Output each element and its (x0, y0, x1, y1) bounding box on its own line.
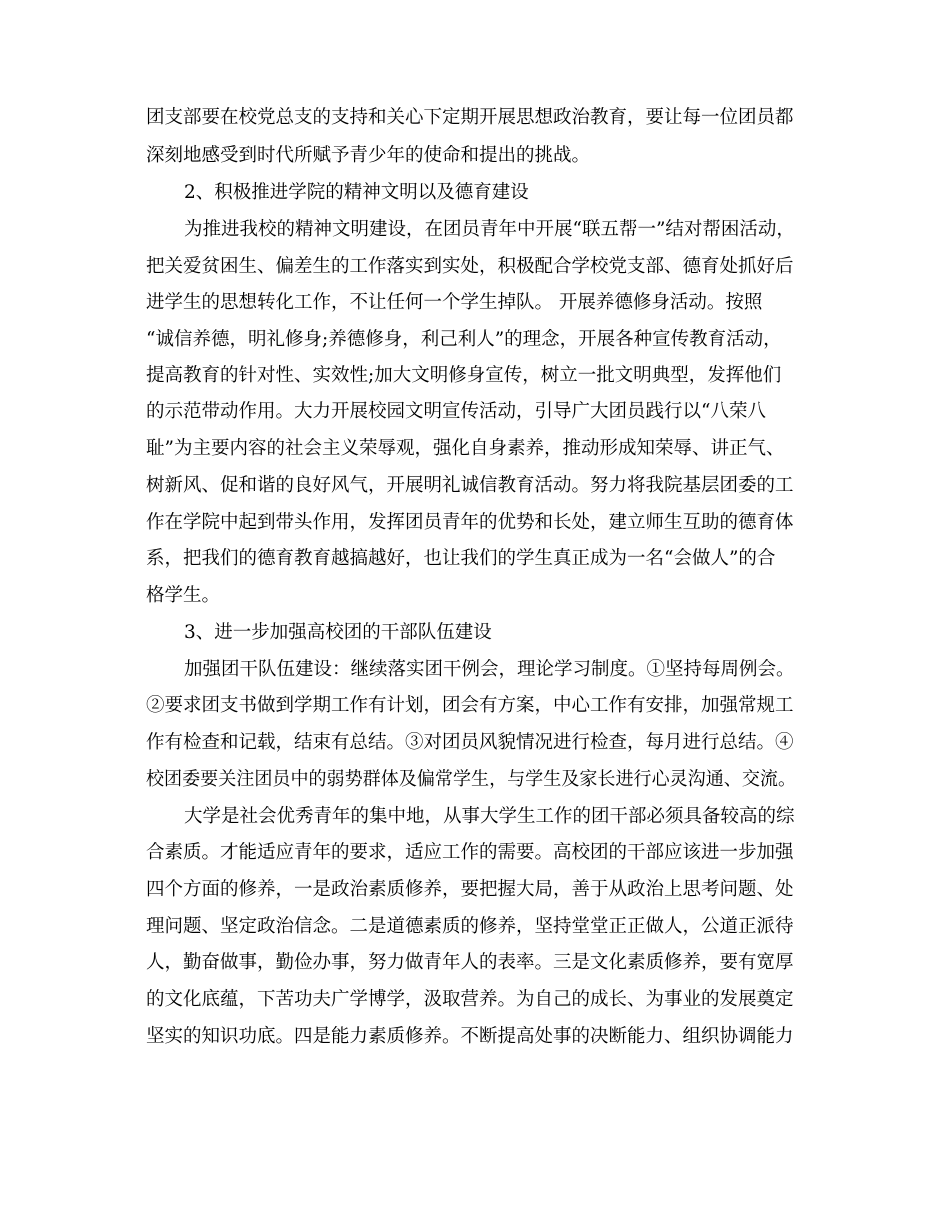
text-line: 坚实的知识功底。四是能力素质修养。不断提高处事的决断能力、组织协调能力 (146, 1026, 794, 1047)
text-line: 树新风、促和谐的良好风气，开展明礼诚信教育活动。努力将我院基层团委的工 (146, 475, 794, 496)
section-heading: 2、积极推进学院的精神文明以及德育建设 (184, 182, 529, 203)
section-heading: 3、进一步加强高校团的干部队伍建设 (184, 622, 492, 643)
text-line: 格学生。 (146, 585, 221, 606)
text-line: 大学是社会优秀青年的集中地，从事大学生工作的团干部必须具备较高的综 (184, 806, 795, 827)
text-line: 的文化底蕴，下苦功夫广学博学，汲取营养。为自己的成长、为事业的发展奠定 (146, 989, 794, 1010)
text-line: 的示范带动作用。大力开展校园文明宣传活动，引导广大团员践行以“八荣八 (146, 401, 766, 422)
text-line: 加强团干队伍建设：继续落实团干例会，理论学习制度。①坚持每周例会。 (184, 659, 795, 680)
text-line: 系，把我们的德育教育越搞越好，也让我们的学生真正成为一名“会做人”的合 (146, 548, 776, 569)
text-line: 深刻地感受到时代所赋予青少年的使命和提出的挑战。 (146, 145, 591, 166)
text-line: 作有检查和记载，结束有总结。③对团员风貌情况进行检查，每月进行总结。④ (146, 732, 794, 753)
text-line: 团支部要在校党总支的支持和关心下定期开展思想政治教育，要让每一位团员都 (146, 107, 794, 128)
text-line: 为推进我校的精神文明建设，在团员青年中开展“联五帮一”结对帮困活动， (184, 219, 795, 240)
text-line: 合素质。才能适应青年的要求，适应工作的需要。高校团的干部应该进一步加强 (146, 842, 794, 863)
text-line: ②要求团支书做到学期工作有计划，团会有方案，中心工作有安排，加强常规工 (146, 695, 794, 716)
text-line: 校团委要关注团员中的弱势群体及偏常学生，与学生及家长进行心灵沟通、交流。 (146, 769, 797, 790)
text-line: “诚信养德，明礼修身;养德修身，利己利人”的理念，开展各种宣传教育活动， (146, 329, 782, 350)
text-line: 提高教育的针对性、实效性;加大文明修身宣传，树立一批文明典型，发挥他们 (146, 365, 782, 386)
text-line: 人，勤奋做事，勤俭办事，努力做青年人的表率。三是文化素质修养，要有宽厚 (146, 952, 794, 973)
text-line: 进学生的思想转化工作，不让任何一个学生掉队。 开展养德修身活动。按照 (146, 292, 763, 313)
text-line: 理问题、坚定政治信念。二是道德素质的修养，坚持堂堂正正做人，公道正派待 (146, 916, 794, 937)
text-line: 耻”为主要内容的社会主义荣辱观，强化自身素养，推动形成知荣辱、讲正气、 (146, 438, 785, 459)
text-line: 四个方面的修养，一是政治素质修养，要把握大局，善于从政治上思考问题、处 (146, 879, 794, 900)
text-line: 把关爱贫困生、偏差生的工作落实到实处，积极配合学校党支部、德育处抓好后 (146, 256, 794, 277)
text-line: 作在学院中起到带头作用，发挥团员青年的优势和长处，建立师生互助的德育体 (146, 512, 794, 533)
